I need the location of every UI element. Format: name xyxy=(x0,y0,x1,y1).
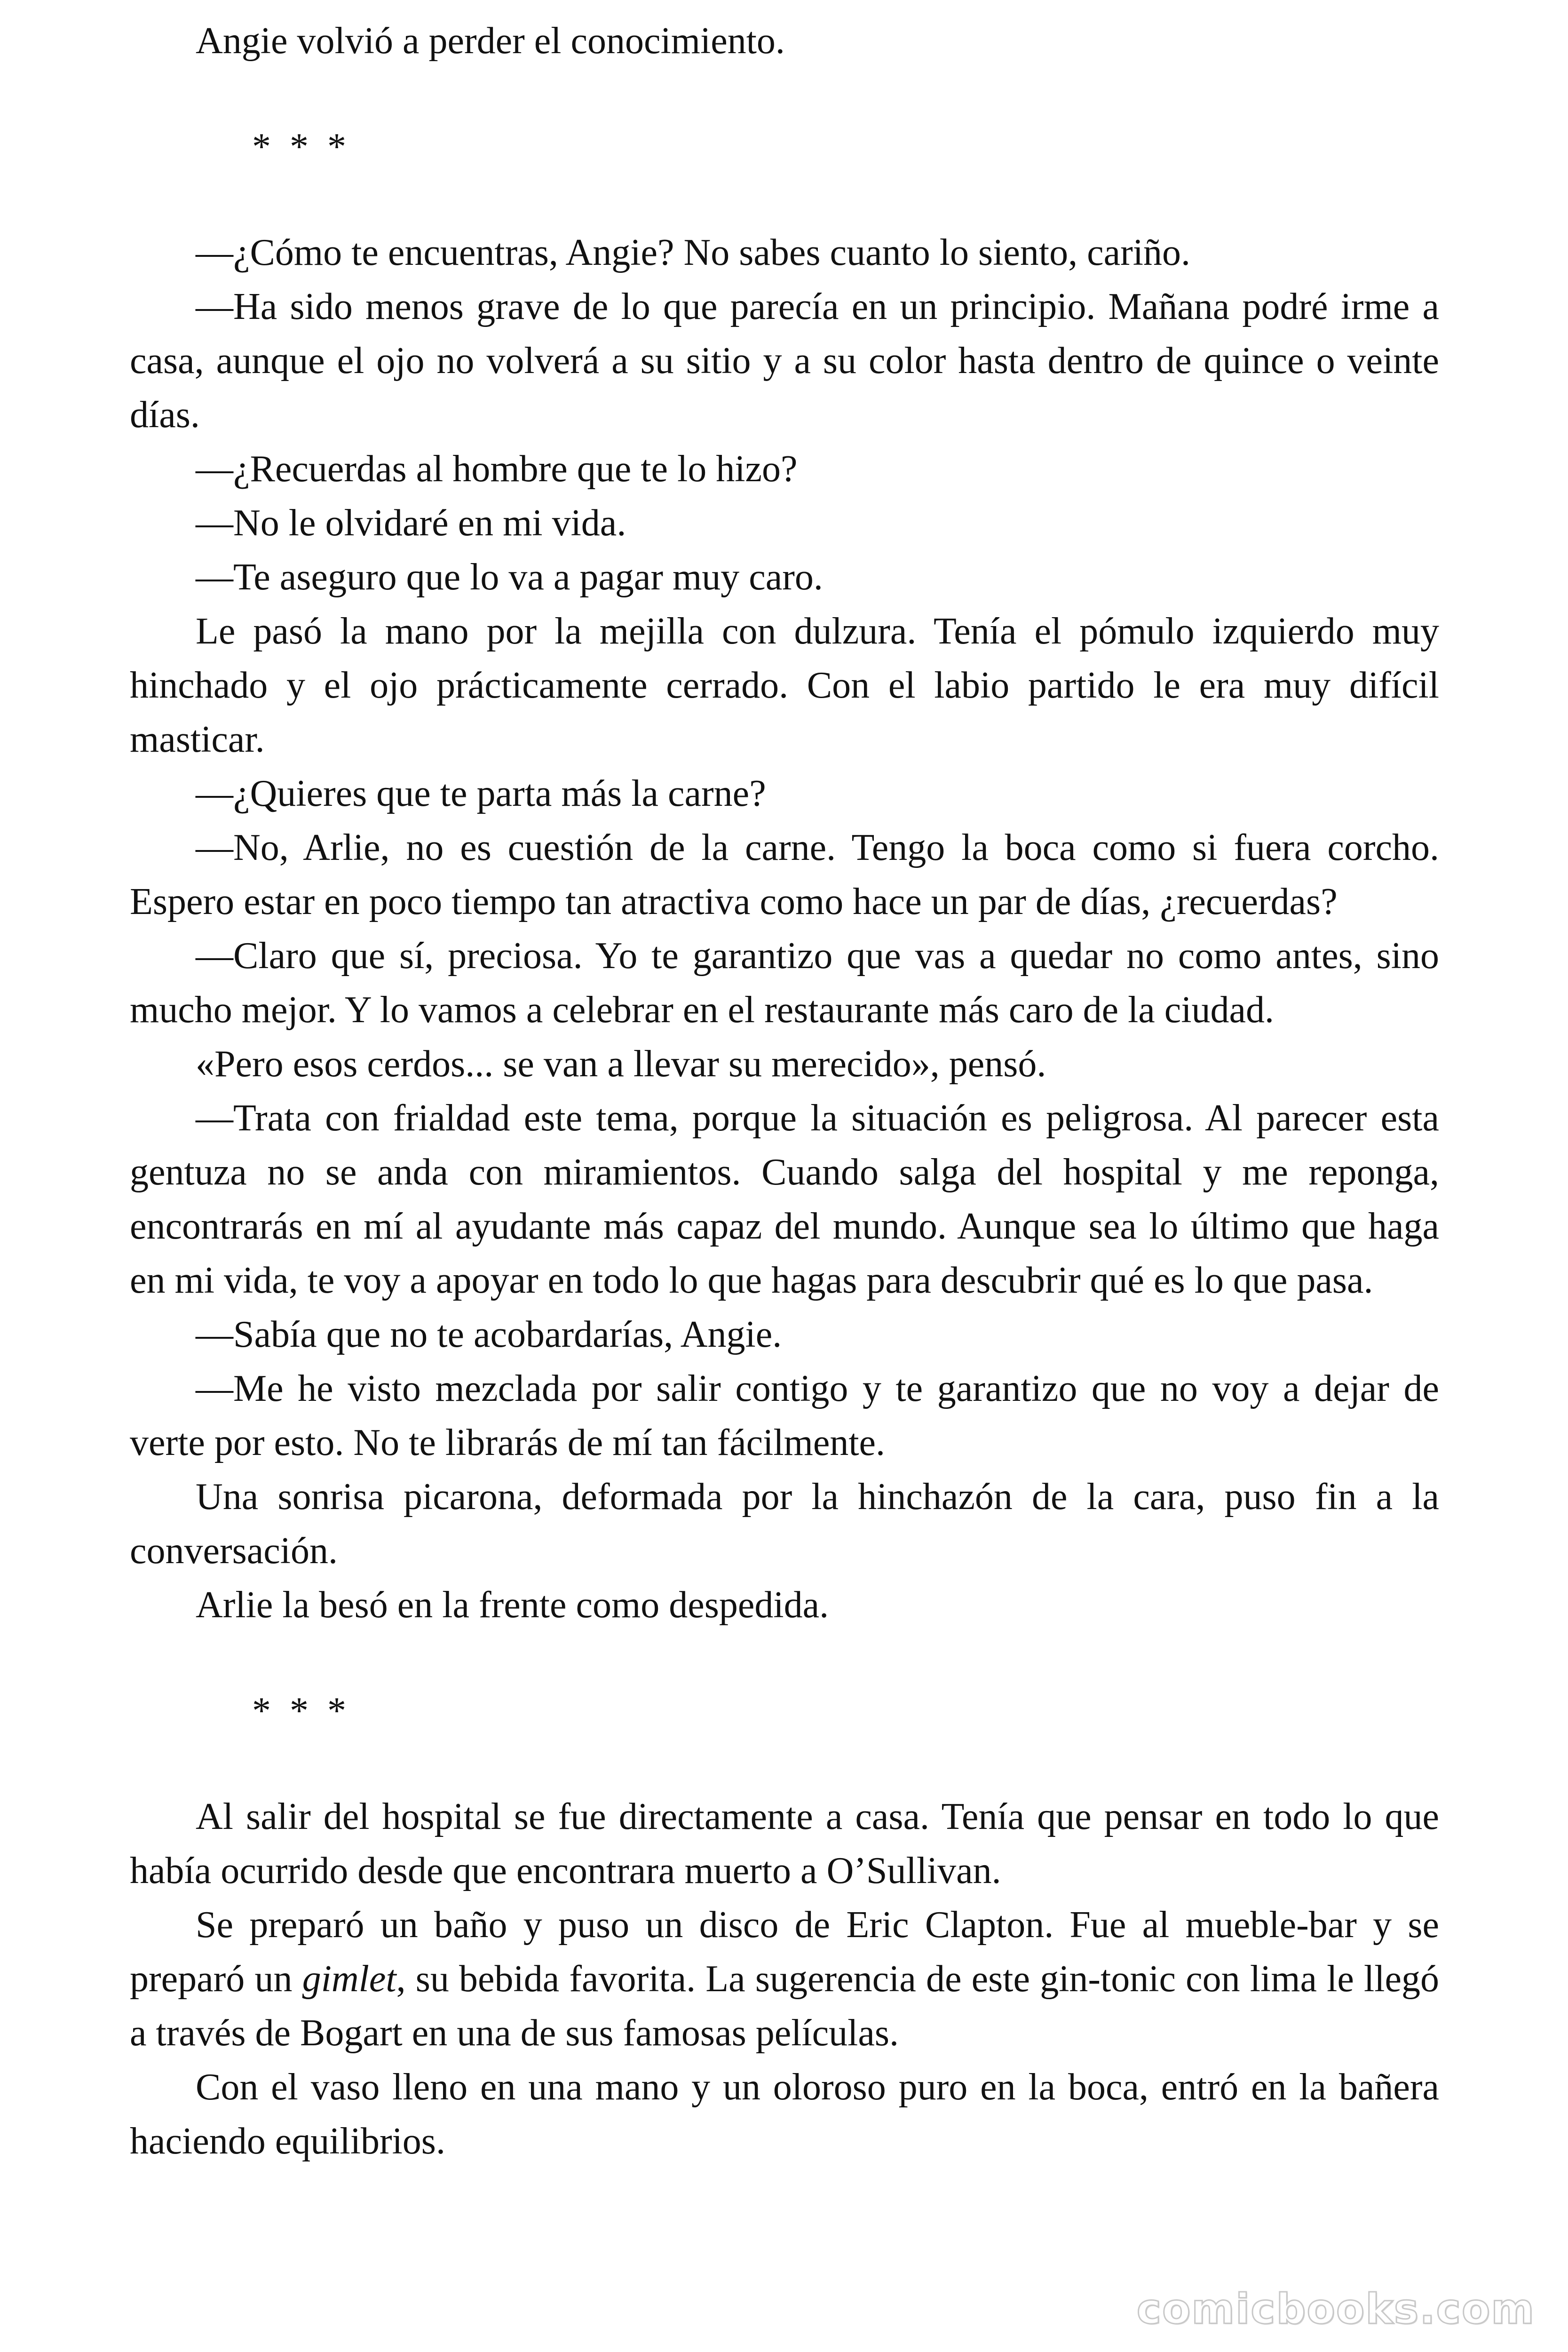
paragraph: —¿Cómo te encuentras, Angie? No sabes cuanto lo siento, cariño. xyxy=(196,232,1190,273)
paragraph: —Te aseguro que lo va a pagar muy caro. xyxy=(196,556,823,598)
paragraph: —Claro que sí, preciosa. Yo te garantizo que vas a quedar no como antes, sino mucho mejor. Y lo vamos a celebrar en el restaurante más caro de la ciudad. xyxy=(130,935,1439,1031)
paragraph: —¿Recuerdas al hombre que te lo hizo? xyxy=(196,448,798,490)
paragraph: —No le olvidaré en mi vida. xyxy=(196,502,626,544)
paragraph: «Pero esos cerdos... se van a llevar su merecido», pensó. xyxy=(196,1043,1046,1085)
paragraph: —Sabía que no te acobardarías, Angie. xyxy=(196,1314,782,1355)
watermark-logo: comicbooks.com xyxy=(1136,2285,1535,2333)
paragraph: Arlie la besó en la frente como despedida. xyxy=(196,1584,829,1626)
paragraph xyxy=(130,1898,1439,2060)
paragraph: Al salir del hospital se fue directamente a casa. Tenía que pensar en todo lo que había ocurrido desde que encontrara muerto a O’Sullivan. xyxy=(130,1796,1439,1891)
paragraph: —Me he visto mezclada por salir contigo y te garantizo que no voy a dejar de verte por esto. No te librarás de mí tan fácilmente. xyxy=(130,1368,1439,1463)
paragraph-text: , su bebida favorita. La sugerencia de este gin-tonic con lima le llegó a través de Bogart en una de sus famosas películas. xyxy=(130,1958,1440,2054)
scene-separator: * * * xyxy=(252,126,351,167)
paragraph: —Ha sido menos grave de lo que parecía en un principio. Mañana podré irme a casa, aunque el ojo no volverá a su sitio y a su color hasta dentro de quince o veinte días. xyxy=(130,286,1439,436)
italic-term: gimlet xyxy=(302,1958,396,2000)
paragraph: Le pasó la mano por la mejilla con dulzura. Tenía el pómulo izquierdo muy hinchado y el ojo prácticamente cerrado. Con el labio partido le era muy difícil masticar. xyxy=(130,611,1439,760)
paragraph: Con el vaso lleno en una mano y un oloroso puro en la boca, entró en la bañera haciendo equilibrios. xyxy=(130,2066,1439,2162)
paragraph: Una sonrisa picarona, deformada por la hinchazón de la cara, puso fin a la conversación. xyxy=(130,1476,1439,1572)
paragraph: —Trata con frialdad este tema, porque la situación es peligrosa. Al parecer esta gentuza no se anda con miramientos. Cuando salga del hospital y me reponga, encontrarás en mí al ayudante más capaz del mundo. Aunque sea lo último que haga en mi vida, te voy a apoyar en todo lo que hagas para descubrir qué es lo que pasa. xyxy=(130,1097,1439,1301)
scene-separator: * * * xyxy=(252,1690,351,1732)
paragraph: —No, Arlie, no es cuestión de la carne. Tengo la boca como si fuera corcho. Espero estar en poco tiempo tan atractiva como hace un par de días, ¿recuerdas? xyxy=(130,827,1439,922)
paragraph-text: Se preparó un baño y puso un disco de Eric Clapton. Fue al mueble-bar y se preparó un xyxy=(130,1904,1439,2000)
page-text xyxy=(130,14,1439,2169)
paragraph: —¿Quieres que te parta más la carne? xyxy=(196,773,766,814)
paragraph: Angie volvió a perder el conocimiento. xyxy=(196,20,785,62)
